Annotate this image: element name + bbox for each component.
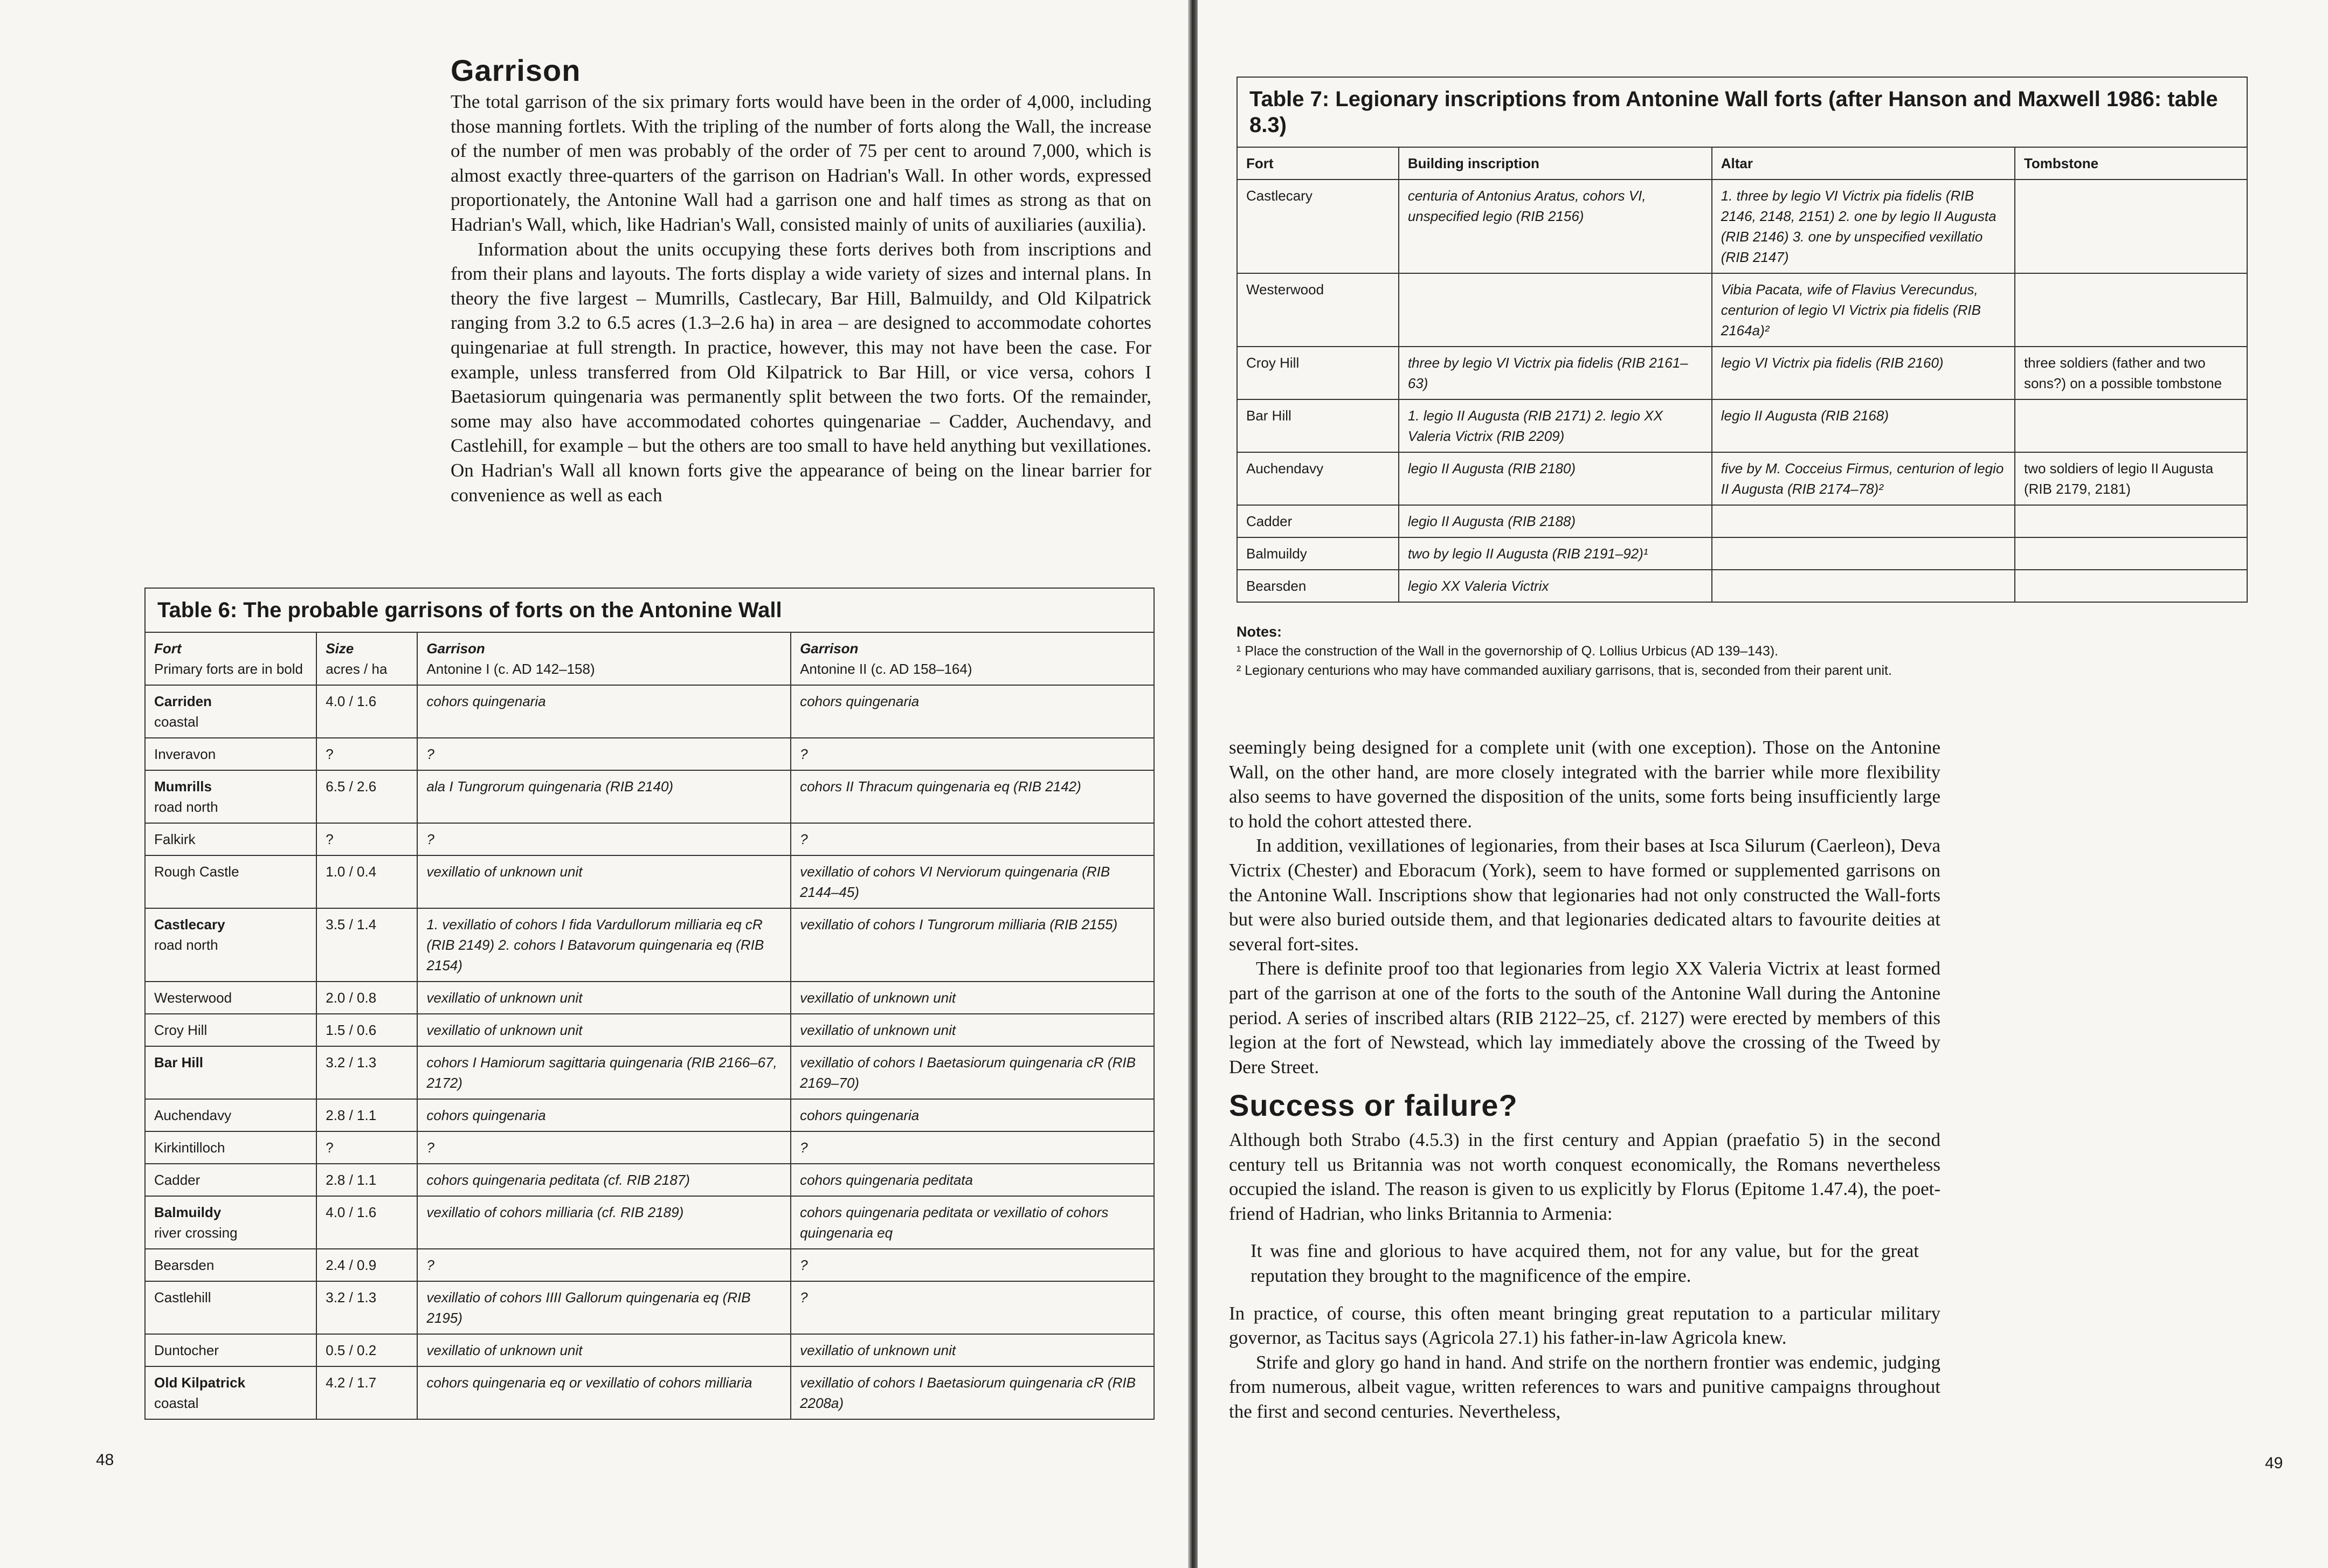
- fort-cell: [145, 823, 316, 855]
- altar-cell: [1712, 537, 2015, 570]
- fort-cell: Cadder: [1237, 505, 1399, 537]
- note-2: ² Legionary centurions who may have commanded auxiliary garrisons, that is, seconded from their parent unit.: [1236, 663, 1892, 678]
- table-6-caption: Table 6: The probable garrisons of forts on the Antonine Wall: [145, 588, 1154, 632]
- garrison-1-cell: cohors quingenaria: [417, 685, 791, 738]
- fort-cell: [145, 855, 316, 908]
- table-row: [145, 1014, 1154, 1046]
- building-cell: legio II Augusta (RIB 2188): [1399, 505, 1712, 537]
- tombstone-cell: two soldiers of legio II Augusta (RIB 2179, 2181): [2015, 452, 2247, 505]
- page-number-left: 48: [96, 1451, 114, 1469]
- table-row: [1237, 505, 2247, 537]
- garrison-2-cell: vexillatio of unknown unit: [791, 1334, 1154, 1366]
- size-cell: 2.0 / 0.8: [316, 982, 417, 1014]
- table-6-header-row: [145, 632, 1154, 685]
- size-cell: 3.5 / 1.4: [316, 908, 417, 982]
- building-cell: two by legio II Augusta (RIB 2191–92)¹: [1399, 537, 1712, 570]
- altar-cell: legio II Augusta (RIB 2168): [1712, 399, 2015, 452]
- right-page: [1198, 0, 2328, 1568]
- garrison-1-cell: vexillatio of cohors milliaria (cf. RIB 2189): [417, 1196, 791, 1249]
- note-1: ¹ Place the construction of the Wall in the governorship of Q. Lollius Urbicus (AD 139–143).: [1236, 644, 1779, 659]
- header-title: Size: [326, 640, 354, 657]
- table-row: [145, 982, 1154, 1014]
- table-row: [145, 1099, 1154, 1131]
- garrison-2-cell: cohors quingenaria peditata or vexillatio of cohors quingenaria eq: [791, 1196, 1154, 1249]
- fort-name: Mumrills: [154, 778, 212, 795]
- fort-name: Castlehill: [154, 1289, 211, 1305]
- header-title: Garrison: [426, 640, 485, 657]
- tombstone-cell: [2015, 570, 2247, 602]
- garrison-1-cell: ?: [417, 1131, 791, 1164]
- garrison-1-cell: 1. vexillatio of cohors I fida Vardullorum milliaria eq cR (RIB 2149) 2. cohors I Batavorum quingenaria eq (RIB 2154): [417, 908, 791, 982]
- header-title: Fort: [154, 640, 182, 657]
- garrison-2-cell: vexillatio of cohors VI Nerviorum quingenaria (RIB 2144–45): [791, 855, 1154, 908]
- garrison-1-cell: vexillatio of unknown unit: [417, 982, 791, 1014]
- fort-name: Bar Hill: [154, 1054, 204, 1070]
- garrison-2-cell: ?: [791, 738, 1154, 770]
- header-title: Garrison: [800, 640, 859, 657]
- garrison-1-cell: cohors I Hamiorum sagittaria quingenaria (RIB 2166–67, 2172): [417, 1046, 791, 1099]
- garrison-2-cell: vexillatio of unknown unit: [791, 982, 1154, 1014]
- fort-name: Carriden: [154, 693, 212, 709]
- size-cell: 1.5 / 0.6: [316, 1014, 417, 1046]
- right-paragraph-5: In practice, of course, this often meant bringing great reputation to a particular military governor, as Tacitus says (Agricola 27.1) his father-in-law Agricola knew.: [1229, 1302, 1940, 1349]
- right-paragraph-4: Although both Strabo (4.5.3) in the first century and Appian (praefatio 5) in the second century tell us Britannia was not worth conquest economically, the Romans nevertheless occupied the island. The reason is given to us explicitly by Florus (Epitome 1.47.4), the poet-friend of Hadrian, who links Britannia to Armenia:: [1229, 1129, 1940, 1224]
- fort-name: Westerwood: [154, 990, 232, 1006]
- garrison-2-cell: cohors II Thracum quingenaria eq (RIB 2142): [791, 770, 1154, 823]
- tombstone-cell: [2015, 505, 2247, 537]
- fort-cell: [145, 1196, 316, 1249]
- garrison-1-cell: ala I Tungrorum quingenaria (RIB 2140): [417, 770, 791, 823]
- table-7-header-cell: Building inscription: [1399, 147, 1712, 179]
- altar-cell: 1. three by legio VI Victrix pia fidelis (RIB 2146, 2148, 2151) 2. one by legio II Augusta (RIB 2146) 3. one by unspecified vexillatio (RIB 2147): [1712, 179, 2015, 273]
- table-7-header-cell: Tombstone: [2015, 147, 2247, 179]
- fort-note: coastal: [154, 714, 199, 730]
- table-6-header-cell: [316, 632, 417, 685]
- fort-name: Old Kilpatrick: [154, 1374, 246, 1391]
- tombstone-cell: [2015, 273, 2247, 347]
- garrison-2-cell: cohors quingenaria peditata: [791, 1164, 1154, 1196]
- fort-name: Rough Castle: [154, 864, 239, 880]
- table-row: [1237, 537, 2247, 570]
- table-6-header-cell: [145, 632, 316, 685]
- size-cell: 2.8 / 1.1: [316, 1164, 417, 1196]
- table-row: [145, 685, 1154, 738]
- size-cell: ?: [316, 1131, 417, 1164]
- size-cell: ?: [316, 738, 417, 770]
- garrison-2-cell: ?: [791, 1281, 1154, 1334]
- fort-cell: [145, 1249, 316, 1281]
- garrison-paragraph-1: The total garrison of the six primary forts would have been in the order of 4,000, including those manning fortlets. With the tripling of the number of forts along the Wall, the increase of the number of men was probably of the order of 75 per cent to around 7,000, which is almost exactly three-quarters of the garrison on Hadrian's Wall. In other words, expressed proportionately, the Antonine Wall had a garrison one and half times as strong as that on Hadrian's Wall, which, like Hadrian's Wall, consisted mainly of units of auxiliaries (auxilia).: [451, 91, 1151, 235]
- altar-cell: legio VI Victrix pia fidelis (RIB 2160): [1712, 347, 2015, 399]
- fort-cell: Westerwood: [1237, 273, 1399, 347]
- garrison-2-cell: ?: [791, 1249, 1154, 1281]
- table-row: [1237, 570, 2247, 602]
- fort-cell: Bar Hill: [1237, 399, 1399, 452]
- table-row: [145, 855, 1154, 908]
- garrison-1-cell: ?: [417, 1249, 791, 1281]
- right-paragraph-6: Strife and glory go hand in hand. And strife on the northern frontier was endemic, judging from numerous, albeit vague, written references to wars and punitive campaigns throughout the first and second centuries. Nevertheless,: [1229, 1351, 1940, 1422]
- fort-cell: [145, 1099, 316, 1131]
- page-number-right: 49: [2265, 1454, 2283, 1472]
- table-row: [1237, 273, 2247, 347]
- header-subtitle: Antonine II (c. AD 158–164): [800, 661, 972, 677]
- table-row: [1237, 452, 2247, 505]
- garrison-2-cell: cohors quingenaria: [791, 1099, 1154, 1131]
- table-row: [145, 1131, 1154, 1164]
- fort-cell: [145, 908, 316, 982]
- garrison-1-cell: cohors quingenaria eq or vexillatio of cohors milliaria: [417, 1366, 791, 1419]
- table-7-caption: Table 7: Legionary inscriptions from Antonine Wall forts (after Hanson and Maxwell 1986: table 8.3): [1237, 77, 2247, 147]
- size-cell: 2.4 / 0.9: [316, 1249, 417, 1281]
- garrison-2-cell: ?: [791, 823, 1154, 855]
- fort-cell: Balmuildy: [1237, 537, 1399, 570]
- building-cell: legio XX Valeria Victrix: [1399, 570, 1712, 602]
- size-cell: 2.8 / 1.1: [316, 1099, 417, 1131]
- table-row: [145, 1249, 1154, 1281]
- florus-quote: It was fine and glorious to have acquired them, not for any value, but for the great reputation they brought to the magnificence of the empire.: [1251, 1240, 1919, 1286]
- altar-cell: [1712, 505, 2015, 537]
- table-7: [1236, 77, 2248, 603]
- garrison-1-cell: vexillatio of unknown unit: [417, 855, 791, 908]
- garrison-text: [451, 89, 1151, 507]
- garrison-2-cell: vexillatio of cohors I Tungrorum milliaria (RIB 2155): [791, 908, 1154, 982]
- building-cell: 1. legio II Augusta (RIB 2171) 2. legio XX Valeria Victrix (RIB 2209): [1399, 399, 1712, 452]
- garrison-2-cell: vexillatio of cohors I Baetasiorum quingenaria cR (RIB 2169–70): [791, 1046, 1154, 1099]
- garrison-2-cell: vexillatio of cohors I Baetasiorum quingenaria cR (RIB 2208a): [791, 1366, 1154, 1419]
- size-cell: 0.5 / 0.2: [316, 1334, 417, 1366]
- table-7-header-cell: Fort: [1237, 147, 1399, 179]
- garrison-heading: Garrison: [451, 53, 581, 87]
- fort-name: Falkirk: [154, 831, 196, 847]
- fort-cell: [145, 1046, 316, 1099]
- header-subtitle: Antonine I (c. AD 142–158): [426, 661, 595, 677]
- altar-cell: five by M. Cocceius Firmus, centurion of legio II Augusta (RIB 2174–78)²: [1712, 452, 2015, 505]
- table-6-caption-row: [145, 588, 1154, 632]
- fort-cell: Bearsden: [1237, 570, 1399, 602]
- table-row: [145, 738, 1154, 770]
- fort-cell: [145, 1164, 316, 1196]
- fort-cell: [145, 982, 316, 1014]
- table-6: [144, 588, 1155, 1420]
- table-row: [145, 1196, 1154, 1249]
- table-row: [1237, 399, 2247, 452]
- garrison-1-cell: cohors quingenaria: [417, 1099, 791, 1131]
- fort-name: Balmuildy: [154, 1204, 222, 1220]
- table-row: [145, 1366, 1154, 1419]
- fort-cell: [145, 685, 316, 738]
- fort-name: Castlecary: [154, 916, 225, 932]
- building-cell: centuria of Antonius Aratus, cohors VI, unspecified legio (RIB 2156): [1399, 179, 1712, 273]
- size-cell: 1.0 / 0.4: [316, 855, 417, 908]
- table-7-header-row: [1237, 147, 2247, 179]
- fort-name: Auchendavy: [154, 1107, 232, 1123]
- fort-cell: Castlecary: [1237, 179, 1399, 273]
- success-text: [1229, 1128, 1940, 1424]
- notes-title: Notes:: [1236, 624, 1282, 640]
- garrison-paragraph-2: Information about the units occupying these forts derives both from inscriptions and from their plans and layouts. The forts display a wide variety of sizes and internal plans. In theory the five largest – Mumrills, Castlecary, Bar Hill, Balmuildy, and Old Kilpatrick ranging from 3.2 to 6.5 acres (1.3–2.6 ha) in area – are designed to accommodate cohortes quingenariae at full strength. In practice, however, this may not have been the case. For example, unless transferred from Old Kilpatrick to Bar Hill, or vice versa, cohors I Baetasiorum quingenaria was permanently split between the two forts. Of the remainder, some may also have accommodated cohortes quingenariae – Cadder, Auchendavy, and Castlehill, for example – but the others are too small to have held anything but vexillationes. On Hadrian's Wall all known forts give the appearance of being on the linear barrier for convenience as well as each: [451, 238, 1151, 506]
- right-paragraph-2: In addition, vexillationes of legionaries, from their bases at Isca Silurum (Caerleon), Deva Victrix (Chester) and Eboracum (York), seem to have formed or supplemented garrisons on the Antonine Wall. Inscriptions show that legionaries had not only constructed the Wall-forts but were also buried outside them, and that legionaries dedicated altars to favourite deities at several fort-sites.: [1229, 835, 1940, 955]
- fort-note: road north: [154, 799, 218, 815]
- size-cell: 4.0 / 1.6: [316, 685, 417, 738]
- tombstone-cell: [2015, 179, 2247, 273]
- size-cell: 4.2 / 1.7: [316, 1366, 417, 1419]
- fort-name: Duntocher: [154, 1342, 219, 1358]
- table-row: [145, 1334, 1154, 1366]
- fort-cell: Croy Hill: [1237, 347, 1399, 399]
- fort-cell: Auchendavy: [1237, 452, 1399, 505]
- garrison-2-cell: ?: [791, 1131, 1154, 1164]
- success-heading: Success or failure?: [1229, 1088, 1518, 1122]
- table-row: [145, 908, 1154, 982]
- garrison-1-cell: vexillatio of unknown unit: [417, 1014, 791, 1046]
- size-cell: 6.5 / 2.6: [316, 770, 417, 823]
- garrison-1-cell: vexillatio of unknown unit: [417, 1334, 791, 1366]
- fort-cell: [145, 1014, 316, 1046]
- table-row: [1237, 347, 2247, 399]
- header-subtitle: Primary forts are in bold: [154, 661, 303, 677]
- table-row: [145, 1046, 1154, 1099]
- size-cell: 4.0 / 1.6: [316, 1196, 417, 1249]
- garrison-1-cell: ?: [417, 738, 791, 770]
- fort-cell: [145, 1131, 316, 1164]
- size-cell: ?: [316, 823, 417, 855]
- table-row: [1237, 179, 2247, 273]
- table-row: [145, 823, 1154, 855]
- fort-note: river crossing: [154, 1225, 238, 1241]
- tombstone-cell: [2015, 537, 2247, 570]
- tombstone-cell: three soldiers (father and two sons?) on a possible tombstone: [2015, 347, 2247, 399]
- fort-name: Kirkintilloch: [154, 1139, 225, 1156]
- table-7-notes: [1236, 622, 2248, 680]
- continuation-text: [1229, 735, 1940, 1079]
- table-6-header-cell: [417, 632, 791, 685]
- garrison-1-cell: cohors quingenaria peditata (cf. RIB 2187): [417, 1164, 791, 1196]
- fort-cell: [145, 1334, 316, 1366]
- fort-name: Cadder: [154, 1172, 201, 1188]
- table-6-header-cell: [791, 632, 1154, 685]
- garrison-1-cell: ?: [417, 823, 791, 855]
- header-subtitle: acres / ha: [326, 661, 388, 677]
- altar-cell: Vibia Pacata, wife of Flavius Verecundus, centurion of legio VI Victrix pia fidelis (RIB 2164a)²: [1712, 273, 2015, 347]
- fort-cell: [145, 738, 316, 770]
- table-7-header-cell: Altar: [1712, 147, 2015, 179]
- table-row: [145, 770, 1154, 823]
- table-row: [145, 1164, 1154, 1196]
- table-7-caption-row: [1237, 77, 2247, 147]
- building-cell: legio II Augusta (RIB 2180): [1399, 452, 1712, 505]
- right-paragraph-3: There is definite proof too that legionaries from legio XX Valeria Victrix at least formed part of the garrison at one of the forts to the south of the Antonine Wall during the Antonine period. A series of inscribed altars (RIB 2122–25, cf. 2127) were erected by members of this legion at the fort of Newstead, which lay immediately above the crossing of the Tweed by Dere Street.: [1229, 958, 1940, 1077]
- fort-name: Croy Hill: [154, 1022, 208, 1038]
- fort-note: coastal: [154, 1395, 199, 1411]
- altar-cell: [1712, 570, 2015, 602]
- fort-cell: [145, 1366, 316, 1419]
- garrison-2-cell: cohors quingenaria: [791, 685, 1154, 738]
- building-cell: three by legio VI Victrix pia fidelis (RIB 2161–63): [1399, 347, 1712, 399]
- fort-note: road north: [154, 937, 218, 953]
- table-row: [145, 1281, 1154, 1334]
- right-paragraph-1: seemingly being designed for a complete unit (with one exception). Those on the Antonine Wall, on the other hand, are more closely integrated with the barrier while more flexibility also seems to have governed the disposition of the units, some forts being insufficiently large to hold the cohort attested there.: [1229, 737, 1940, 832]
- fort-name: Bearsden: [154, 1257, 215, 1273]
- fort-cell: [145, 770, 316, 823]
- fort-cell: [145, 1281, 316, 1334]
- building-cell: [1399, 273, 1712, 347]
- garrison-2-cell: vexillatio of unknown unit: [791, 1014, 1154, 1046]
- size-cell: 3.2 / 1.3: [316, 1046, 417, 1099]
- garrison-1-cell: vexillatio of cohors IIII Gallorum quingenaria eq (RIB 2195): [417, 1281, 791, 1334]
- size-cell: 3.2 / 1.3: [316, 1281, 417, 1334]
- fort-name: Inveravon: [154, 746, 216, 762]
- tombstone-cell: [2015, 399, 2247, 452]
